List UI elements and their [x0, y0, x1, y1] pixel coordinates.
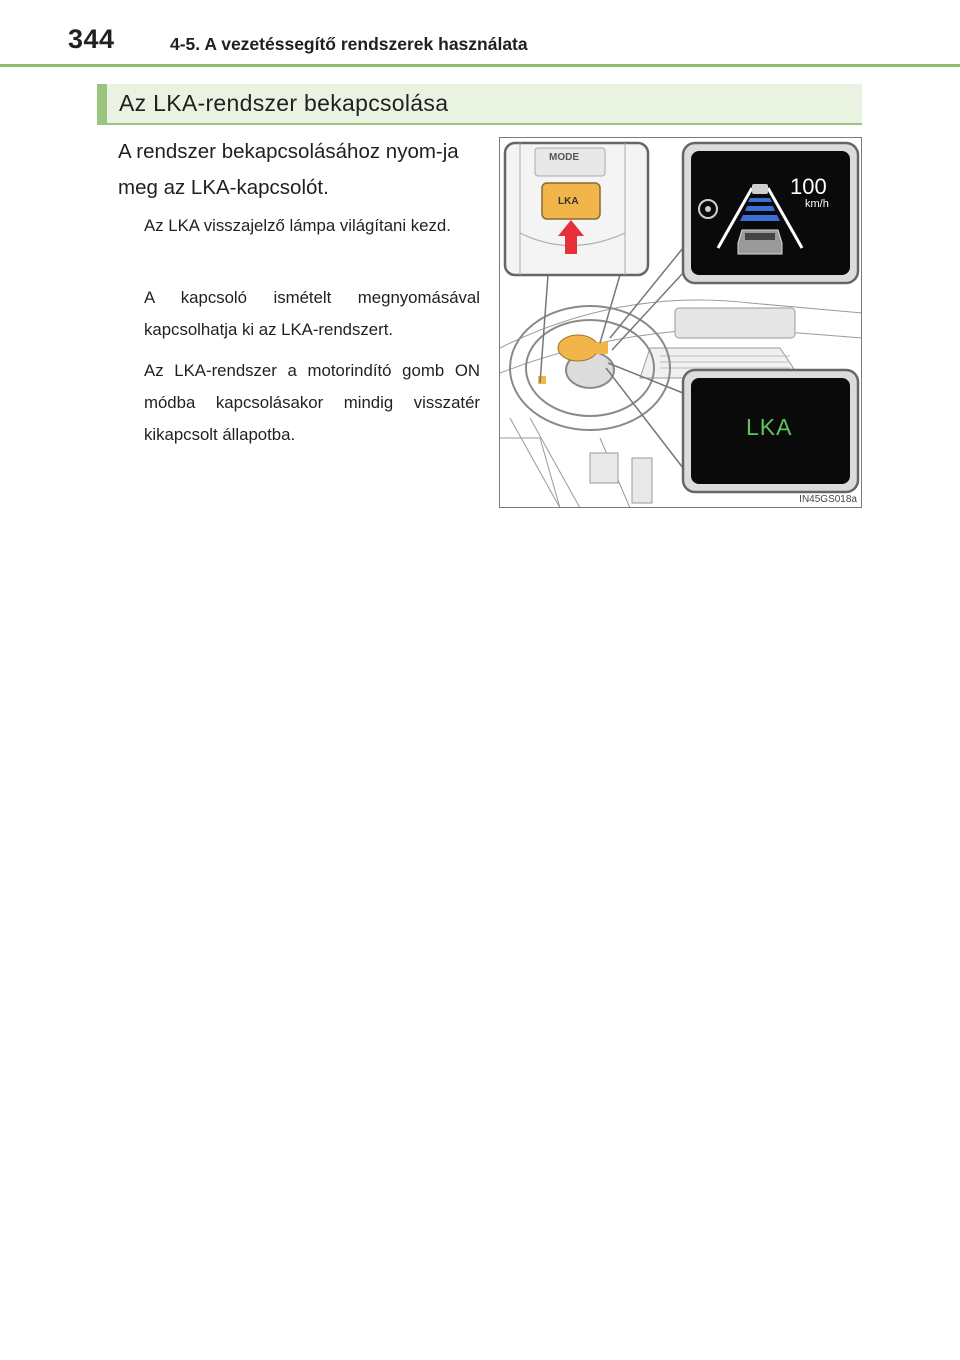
section-title: Az LKA-rendszer bekapcsolása	[119, 90, 449, 116]
speed-value: 100	[790, 174, 827, 199]
step-1: Az LKA visszajelző lámpa világítani kezd.	[144, 216, 451, 235]
speed-unit: km/h	[805, 198, 829, 210]
lka-indicator-label: LKA	[746, 414, 793, 440]
header-divider	[0, 64, 960, 67]
chapter-title: 4-5. A vezetéssegítő rendszerek használata	[170, 34, 528, 54]
page-number: 344	[68, 24, 115, 54]
lka-illustration	[499, 137, 862, 508]
intro-paragraph: A rendszer bekapcsolásához nyom-ja meg az LKA-kapcsolót.	[118, 140, 459, 199]
section-accent	[97, 84, 107, 123]
figure-code: IN45GS018a	[799, 494, 857, 505]
section-heading-bar	[97, 84, 862, 125]
mid-display	[691, 151, 850, 275]
step-2: A kapcsoló ismételt megnyomásával kapcsolhatja ki az LKA-rendszert.	[144, 288, 480, 339]
step-3: Az LKA-rendszer a motorindító gomb ON módba kapcsolásakor mindig visszatér kikapcsolt állapotba.	[144, 361, 480, 444]
lka-switch-label: LKA	[558, 196, 579, 207]
page-header	[0, 0, 960, 70]
mode-label: MODE	[549, 152, 579, 163]
